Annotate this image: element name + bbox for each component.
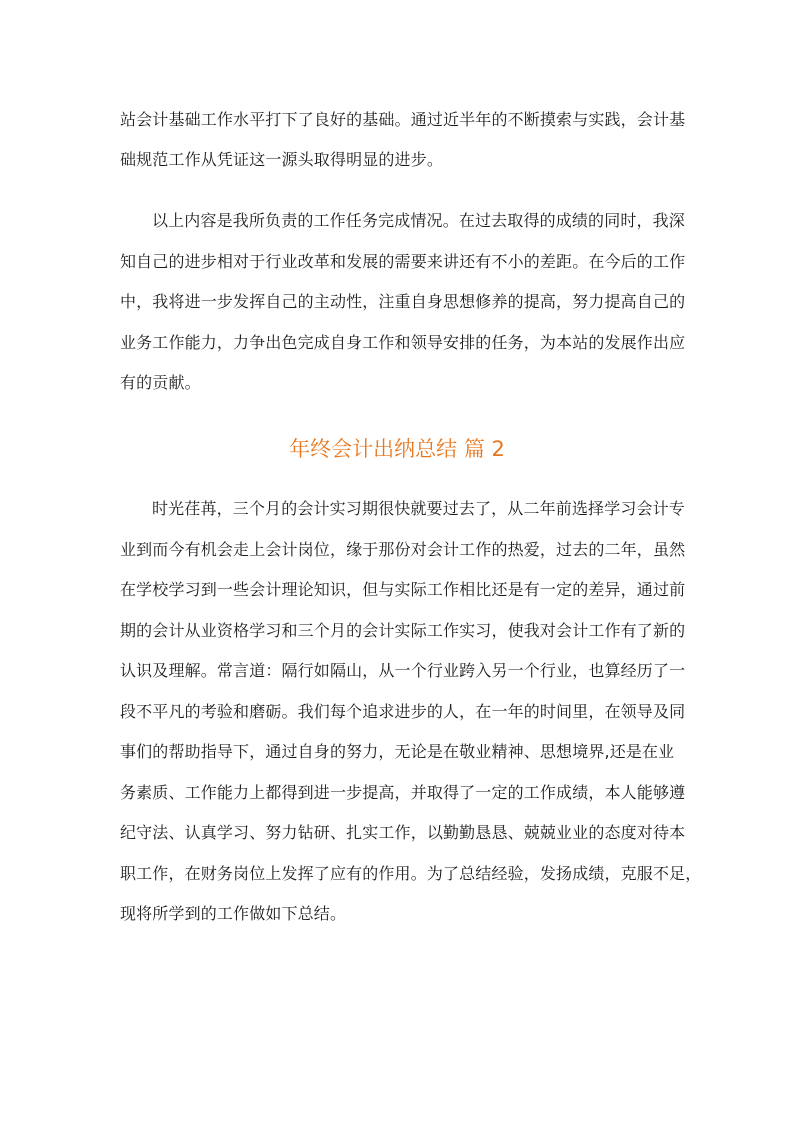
paragraph-line: 有的贡献。 (120, 373, 201, 392)
paragraph-line: 纪守法、认真学习、努力钻研、扎实工作，以勤勤恳恳、兢兢业业的态度对待本 (120, 823, 686, 842)
paragraph-line: 段不平凡的考验和磨砺。我们每个追求进步的人，在一年的时间里，在领导及同 (120, 702, 686, 721)
paragraph-line: 业到而今有机会走上会计岗位，缘于那份对会计工作的热爱，过去的二年，虽然 (120, 540, 686, 559)
paragraph-line: 务素质、工作能力上都得到进一步提高，并取得了一定的工作成绩，本人能够遵 (120, 783, 686, 802)
paragraph-line: 础规范工作从凭证这一源头取得明显的进步。 (120, 150, 444, 169)
paragraph-line: 业务工作能力，力争出色完成自身工作和领导安排的任务，为本站的发展作出应 (120, 333, 686, 352)
paragraph-line: 以上内容是我所负责的工作任务完成情况。在过去取得的成绩的同时，我深 (152, 211, 685, 230)
paragraph-line: 期的会计从业资格学习和三个月的会计实际工作实习，使我对会计工作有了新的 (120, 621, 686, 640)
paragraph-line: 站会计基础工作水平打下了良好的基础。通过近半年的不断摸索与实践，会计基 (120, 110, 686, 129)
paragraph-line: 知自己的进步相对于行业改革和发展的需要来讲还有不小的差距。在今后的工作 (120, 252, 686, 271)
paragraph-line: 现将所学到的工作做如下总结。 (120, 904, 347, 923)
section-heading: 年终会计出纳总结 篇 2 (289, 437, 505, 461)
paragraph-line: 认识及理解。常言道：隔行如隔山，从一个行业跨入另一个行业，也算经历了一 (120, 661, 686, 680)
paragraph-line: 职工作，在财务岗位上发挥了应有的作用。为了总结经验，发扬成绩，克服不足， (120, 864, 702, 883)
paragraph-line: 中，我将进一步发挥自己的主动性，注重自身思想修养的提高，努力提高自己的 (120, 292, 686, 311)
paragraph-line: 在学校学习到一些会计理论知识，但与实际工作相比还是有一定的差异，通过前 (120, 580, 686, 599)
paragraph-line: 事们的帮助指导下，通过自身的努力，无论是在敬业精神、思想境界,还是在业 (120, 742, 675, 761)
paragraph-line: 时光荏苒，三个月的会计实习期很快就要过去了，从二年前选择学习会计专 (152, 499, 685, 518)
